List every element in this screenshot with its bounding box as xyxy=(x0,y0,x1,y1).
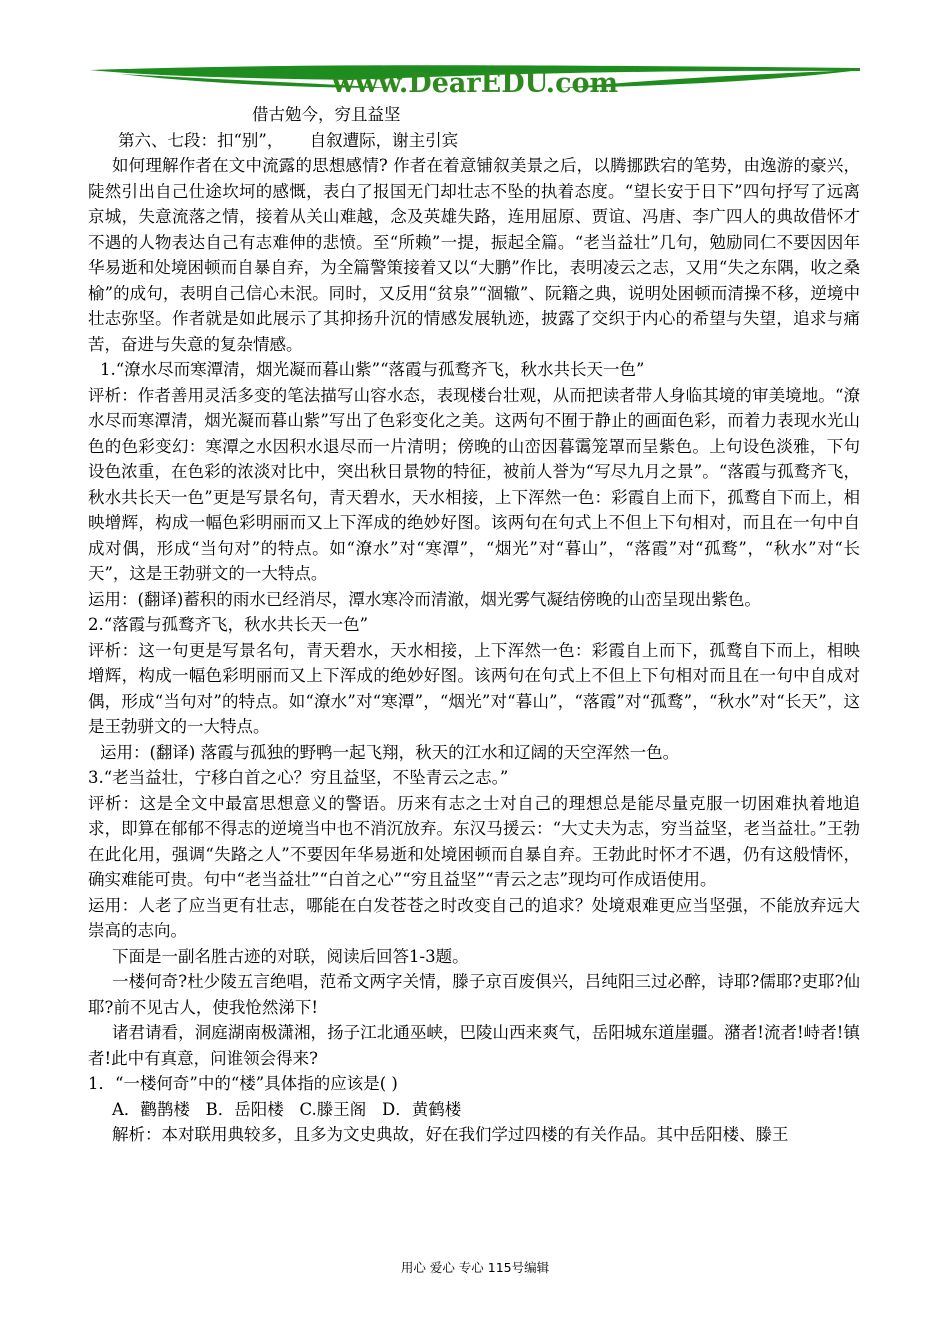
application-2: 运用：(翻译) 落霞与孤独的野鸭一起飞翔，秋天的江水和辽阔的天空浑然一色。 xyxy=(100,742,680,762)
paragraph-analysis: 如何理解作者在文中流露的思想感情? 作者在着意铺叙美景之后，以腾挪跌宕的笔势，由逸游的豪兴，陡然引出自己仕途坎坷的感慨，表白了报国无门却壮志不坠的执着态度。“望长安于日下”四句抒写了远离京城，失意流落之情，接着从关山难越，念及英雄失路，连用屈原、贾谊、冯唐、李广四人的典故借怀才不遇的人物表达自己有志难伸的悲愤。至“所赖”一提，振起全篇。“老当益壮”几句，勉励同仁不要因因年华易逝和处境困顿而自暴自弃，为全篇警策接着又以“大鹏”作比，表明凌云之志，又用“失之东隅，收之桑榆”的成句，表明自己信心未泯。同时，又反用“贫泉”“涸辙”、阮籍之典，说明处困顿而清操不移，逆境中壮志弥坚。作者就是如此展示了其抑扬升沉的情感发展轨迹，披露了交织于内心的希望与失望，追求与痛苦，奋进与失意的复杂情感。 xyxy=(88,156,860,354)
document-body xyxy=(88,102,860,1148)
quote-2: 2.“落霞与孤鹜齐飞，秋水共长天一色” xyxy=(88,615,369,634)
commentary-3: 评析：这是全文中最富思想意义的警语。历来有志之士对自己的理想总是能尽量克服一切困难执着地追求，即算在郁郁不得志的逆境当中也不消沉放弃。东汉马援云：“大丈夫为志，穷当益坚，老当益壮。”王勃在此化用，强调“失路之人”不要因年华易逝和处境困顿而自暴自弃。王勃此时怀才不遇，仍有这般情怀，确实难能可贵。句中“老当益壮”“白首之心”“穷且益坚”“青云之志”现均可作成语使用。 xyxy=(88,793,860,889)
application-3: 运用：人老了应当更有壮志，哪能在白发苍苍之时改变自己的追求？处境艰难更应当坚强，不能放弃远大崇高的志向。 xyxy=(88,895,860,940)
header-banner xyxy=(90,58,860,100)
commentary-1: 评析：作者善用灵活多变的笔法描写山容水态，表现楼台壮观，从而把读者带人身临其境的审美境地。“潦水尽而寒潭清，烟光凝而暮山紫”写出了色彩变化之美。这两句不囿于静止的画面色彩，而着力表现水光山色的色彩变幻：寒潭之水因积水退尽而一片清明；傍晚的山峦因暮霭笼罩而呈紫色。上句设色淡雅，下句设色浓重，在色彩的浓淡对比中，突出秋日景物的特征，被前人誉为“写尽九月之景”。“落霞与孤鹜齐飞，秋水共长天一色”更是写景名句，青天碧水，天水相接，上下浑然一色：彩霞自上而下，孤鹜自下而上，相映增辉，构成一幅色彩明丽而又上下浑成的绝妙好图。该两句在句式上不但上下句相对，而且在一句中自成对偶，形成“当句对”的特点。如“潦水”对“寒潭”，“烟光”对“暮山”，“落霞”对“孤鹜”，“秋水”对“长天”，这是王勃骈文的一大特点。 xyxy=(88,385,860,583)
paragraph-theme: 借古勉今，穷且益坚 xyxy=(252,105,401,124)
application-1: 运用：(翻译)蓄积的雨水已经消尽，潭水寒冷而清澈，烟光雾气凝结傍晚的山峦呈现出紫色。 xyxy=(88,589,761,609)
header-swoosh-logo xyxy=(90,58,860,100)
commentary-2: 评析：这一句更是写景名句，青天碧水，天水相接，上下浑然一色：彩霞自上而下，孤鹜自下而上，相映增辉，构成一幅色彩明丽而又上下浑成的绝妙好图。该两句在句式上不但上下句相对而且在一句中自成对偶，形成“当句对”的特点。如“潦水”对“寒潭”，“烟光”对“暮山”，“落霞”对“孤鹜”，“秋水”对“长天”，这是王勃骈文的一大特点。 xyxy=(88,640,860,736)
quote-1: 1.“潦水尽而寒潭清，烟光凝而暮山紫”“落霞与孤鹜齐飞，秋水共长天一色” xyxy=(100,360,645,379)
page-footer: 用心 爱心 专心 115号编辑 xyxy=(400,1260,550,1275)
quote-3: 3.“老当益壮，宁移白首之心？穷且益坚，不坠青云之志。” xyxy=(88,768,509,787)
couplet-second-line: 诸君请看，洞庭湖南极潇湘，扬子江北通巫峡，巴陵山西来爽气，岳阳城东道崖疆。潴者!流者!峙者!镇者!此中有真意，问谁领会得来? xyxy=(88,1023,860,1068)
paragraph-section-heading: 第六、七段：扣“别”， 自叙遭际，谢主引宾 xyxy=(118,130,459,150)
exercise-intro: 下面是一副名胜古迹的对联，阅读后回答1-3题。 xyxy=(112,946,469,966)
couplet-first-line: 一楼何奇?杜少陵五言绝唱，范希文两字关情，滕子京百废俱兴，吕纯阳三过必醉，诗耶?儒耶?吏耶?仙耶?前不见古人，使我怆然涕下! xyxy=(88,972,860,1017)
question-1-analysis: 解析：本对联用典较多，且多为文史典故，好在我们学过四楼的有关作品。其中岳阳楼、滕王 xyxy=(112,1125,789,1144)
question-1-options: A．鹳鹊楼 B．岳阳楼 C.滕王阁 D．黄鹤楼 xyxy=(112,1099,462,1119)
question-1: 1．“一楼何奇”中的“楼”具体指的应该是( ) xyxy=(88,1074,398,1093)
logo-text: www.DearEDU.com xyxy=(331,68,619,99)
